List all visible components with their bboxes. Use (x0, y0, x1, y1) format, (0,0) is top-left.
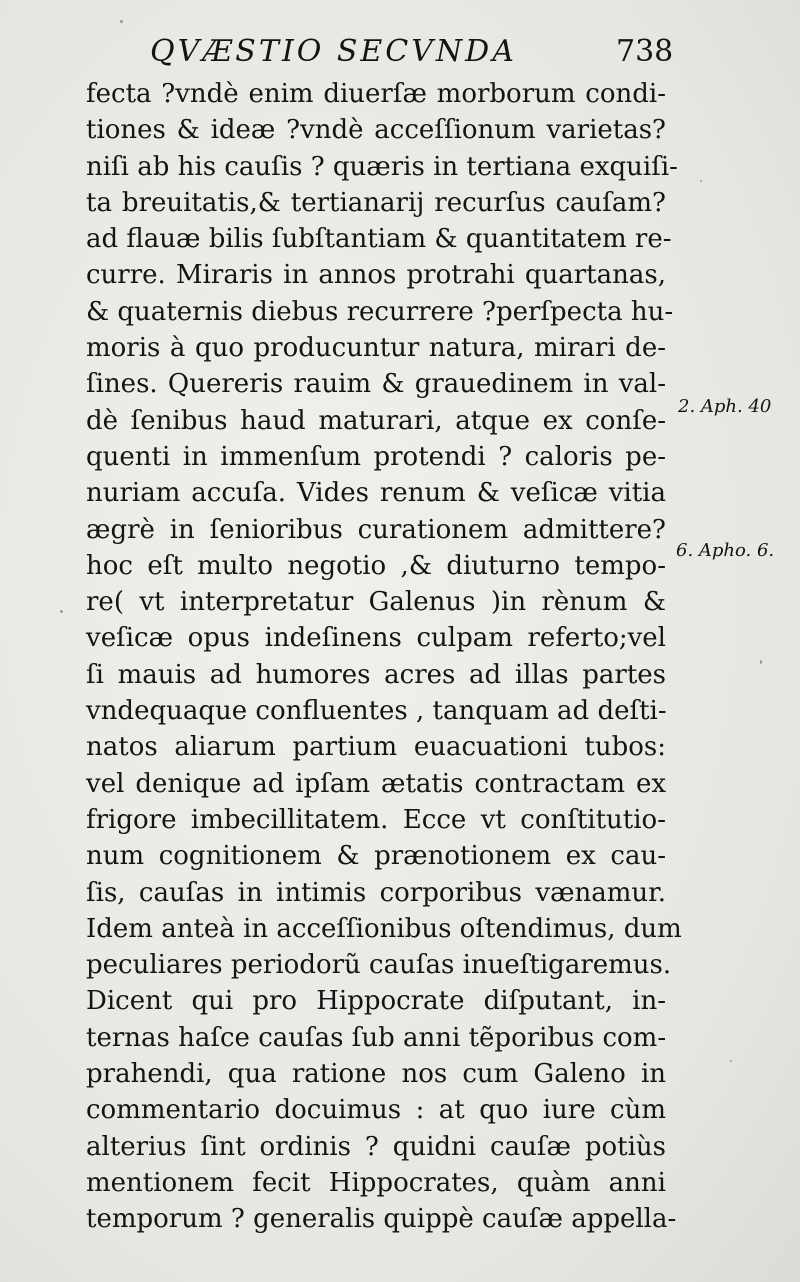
text-line: commentario docuimus : at quo iure cùm (86, 1095, 666, 1126)
running-title: QVÆSTIO SECVNDA (150, 34, 517, 69)
text-line: ternas haſce cauſas ſub anni tẽporibus com- (86, 1022, 667, 1053)
text-line: & quaternis diebus recurrere ?perſpecta hu- (86, 296, 674, 327)
paper-speck (730, 1060, 732, 1062)
text-line: vel denique ad ipſam ætatis contractam ex (86, 768, 666, 799)
text-line: alterius ſint ordinis ? quidni cauſæ potiùs (86, 1131, 666, 1162)
text-line: hoc eſt multo negotio ,& diuturno tempo- (86, 550, 666, 581)
text-line: temporum ? generalis quippè cauſæ appella- (86, 1204, 677, 1235)
text-line: ad flauæ bilis ſubſtantiam & quantitatem re- (86, 224, 672, 255)
text-line: ſis, cauſas in intimis corporibus vænamur. (86, 877, 666, 908)
text-line: nuriam accuſa. Vides renum & veſicæ vitia (86, 478, 666, 509)
text-line: Dicent qui pro Hippocrate diſputant, in- (86, 986, 666, 1017)
margin-note: 6. Apho. 6. (676, 540, 775, 561)
text-line: peculiares periodorũ cauſas inueſtigaremus. (86, 950, 672, 981)
margin-notes (676, 0, 796, 1282)
text-line: mentionem fecit Hippocrates, quàm anni (86, 1167, 666, 1198)
paper-speck (760, 660, 762, 664)
text-line: num cognitionem & prænotionem ex cau- (86, 841, 666, 872)
text-line: quenti in immenſum protendi ? caloris pe- (86, 441, 666, 472)
paper-speck (700, 180, 702, 182)
page-number: 738 (616, 34, 674, 69)
text-line: natos aliarum partium euacuationi tubos: (86, 732, 666, 763)
text-line: curre. Miraris in annos protrahi quartanas, (86, 260, 666, 291)
text-line: ægrè in ſenioribus curationem admittere? (86, 514, 666, 545)
text-line: ſines. Quereris rauim & grauedinem in val- (86, 369, 666, 400)
paper-speck (120, 20, 123, 23)
text-line: re( vt interpretatur Galenus )in rènum & (86, 587, 666, 618)
text-line: fecta ?vndè enim diuerſæ morborum condi- (86, 79, 666, 109)
text-line: prahendi, qua ratione nos cum Galeno in (86, 1059, 666, 1090)
text-line: ſi mauis ad humores acres ad illas partes (86, 659, 666, 690)
text-line: Idem anteà in acceſſionibus oſtendimus, dum (86, 913, 682, 944)
text-line: frigore imbecillitatem. Ecce vt conſtitutio- (86, 804, 666, 835)
text-line: tiones & ideæ ?vndè acceſſionum varietas? (86, 115, 666, 146)
text-line: moris à quo producuntur natura, mirari de- (86, 333, 666, 364)
paper-speck (60, 610, 63, 613)
text-line: ta breuitatis,& tertianarij recurſus cauſam? (86, 187, 666, 218)
text-line: niſi ab his cauſis ? quæris in tertiana exquiſi- (86, 151, 678, 182)
text-line: vndequaque confluentes , tanquam ad deſti- (86, 696, 667, 727)
body-text (86, 76, 682, 1238)
text-line: dè ſenibus haud maturari, atque ex conſe- (86, 405, 666, 436)
text-line: veſicæ opus indeſinens culpam referto;vel (86, 623, 666, 654)
margin-note: 2. Aph. 40 (678, 396, 772, 417)
running-header (150, 34, 674, 74)
